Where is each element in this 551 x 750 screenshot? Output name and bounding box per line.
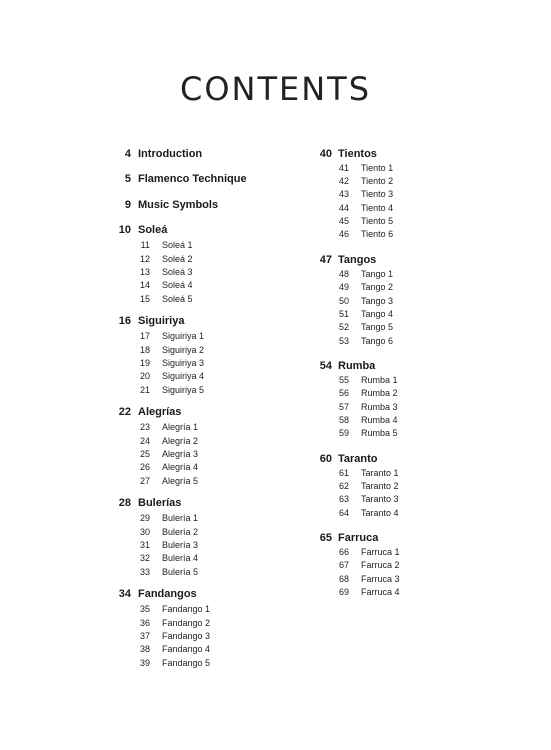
toc-section-page-number: 47: [319, 254, 332, 267]
toc-subentry-page-number: 69: [338, 587, 349, 598]
toc-subentry-title: Alegría 5: [162, 475, 199, 486]
toc-subentry-title: Bulería 1: [162, 513, 199, 524]
toc-section-page-number: 40: [319, 148, 332, 160]
toc-subentry-page-number: 13: [139, 266, 150, 277]
page-title: CONTENTS: [179, 70, 372, 108]
toc-subentry-page-number: 68: [338, 573, 349, 584]
toc-subentry-page-number: 27: [139, 475, 150, 486]
toc-subentry-page-number: 32: [139, 553, 150, 564]
toc-subentry-page-number: 39: [139, 657, 150, 668]
toc-subentry-title: Alegría 1: [162, 422, 199, 433]
toc-subentry-page-number: 25: [139, 449, 150, 459]
toc-subentry-title: Fandango 3: [162, 631, 211, 642]
toc-subentry-title: Alegría 4: [162, 462, 199, 473]
toc-subentry-title: Farruca 2: [361, 560, 400, 571]
toc-subentry-page-number: 21: [139, 384, 150, 395]
toc-section-title: Fandangos: [138, 588, 197, 601]
toc-subentry-page-number: 53: [338, 335, 349, 346]
toc-section-title: Bulerías: [138, 497, 182, 510]
toc-section-page-number: 16: [118, 314, 131, 327]
toc-subentry-title: Fandango 4: [162, 644, 211, 655]
toc-subentry-title: Bulería 3: [162, 540, 199, 551]
toc-section-page-number: 28: [118, 497, 131, 510]
toc-subentry-title: Tiento 4: [361, 202, 394, 213]
toc-subentry-title: Tango 5: [361, 322, 394, 333]
toc-section-title: Taranto: [338, 452, 378, 465]
toc-section-title: Introduction: [138, 148, 203, 160]
toc-subentry-title: Farruca 1: [361, 547, 400, 558]
toc-subentry-page-number: 51: [338, 308, 349, 319]
toc-subentry-title: Tango 4: [361, 308, 394, 319]
toc-subentry-page-number: 14: [139, 280, 150, 291]
toc-section-page-number: 22: [118, 406, 131, 418]
toc-subentry-page-number: 66: [338, 547, 349, 558]
toc-subentry-page-number: 23: [139, 422, 150, 433]
toc-subentry-page-number: 33: [139, 566, 150, 577]
toc-section-title: Farruca: [338, 532, 379, 545]
toc-subentry-page-number: 20: [139, 371, 150, 382]
toc-subentry-page-number: 49: [338, 282, 349, 293]
toc-subentry-title: Siguiriya 5: [162, 384, 205, 395]
toc-subentry-title: Taranto 1: [361, 467, 399, 478]
toc-subentry-title: Soleá 1: [162, 240, 193, 251]
toc-subentry-page-number: 26: [139, 462, 150, 473]
toc-section-page-number: 34: [118, 588, 131, 601]
toc-subentry-page-number: 15: [139, 293, 150, 304]
toc-subentry-page-number: 30: [139, 526, 150, 537]
toc-subentry-page-number: 45: [338, 216, 349, 227]
toc-subentry-title: Siguiriya 4: [162, 371, 205, 382]
toc-section-title: Tientos: [338, 148, 377, 160]
toc-subentry-title: Bulería 4: [162, 553, 199, 564]
toc-subentry-title: Alegría 3: [162, 449, 199, 459]
toc-subentry-page-number: 11: [140, 240, 150, 251]
toc-subentry-page-number: 37: [139, 631, 150, 642]
toc-subentry-page-number: 36: [139, 617, 150, 628]
toc-subentry-title: Rumba 1: [361, 374, 398, 385]
toc-subentry-title: Alegría 2: [162, 435, 199, 446]
toc-subentry-title: Farruca 4: [361, 587, 400, 598]
toc-section-title: Flamenco Technique: [138, 173, 247, 186]
toc-subentry-title: Fandango 2: [162, 617, 211, 628]
toc-subentry-page-number: 19: [139, 357, 150, 368]
toc-section-title: Rumba: [338, 360, 376, 373]
toc-section-page-number: 9: [124, 198, 131, 211]
toc-subentry-page-number: 57: [338, 401, 349, 412]
toc-subentry-title: Bulería 2: [162, 526, 199, 537]
toc-section-title: Siguiriya: [138, 314, 185, 327]
toc-subentry-page-number: 55: [338, 374, 349, 385]
toc-subentry-page-number: 35: [139, 604, 150, 615]
toc-subentry-title: Fandango 5: [162, 657, 211, 668]
toc-subentry-title: Bulería 5: [162, 566, 199, 577]
toc-subentry-title: Tiento 2: [361, 176, 394, 187]
toc-subentry-title: Soleá 5: [162, 293, 193, 304]
toc-subentry-page-number: 18: [139, 344, 150, 355]
toc-subentry-page-number: 31: [139, 540, 150, 551]
toc-section-title: Alegrías: [138, 406, 182, 418]
toc-subentry-title: Tiento 1: [361, 162, 394, 173]
toc-subentry-title: Rumba 5: [361, 428, 398, 439]
toc-subentry-title: Siguiriya 1: [162, 331, 205, 342]
toc-subentry-page-number: 56: [338, 388, 349, 399]
toc-subentry-title: Tango 6: [361, 335, 394, 346]
toc-subentry-title: Rumba 2: [361, 388, 398, 399]
toc-subentry-page-number: 62: [338, 481, 349, 491]
toc-section-title: Tangos: [338, 254, 377, 267]
toc-subentry-title: Soleá 3: [162, 266, 193, 277]
toc-subentry-page-number: 59: [338, 428, 349, 439]
toc-subentry-title: Taranto 2: [361, 481, 399, 491]
toc-subentry-title: Siguiriya 2: [162, 344, 205, 355]
toc-section-page-number: 10: [118, 223, 131, 236]
toc-section-page-number: 5: [124, 173, 131, 186]
toc-subentry-page-number: 52: [338, 322, 349, 333]
toc-subentry-page-number: 41: [338, 162, 349, 173]
toc-subentry-title: Siguiriya 3: [162, 357, 205, 368]
toc-section-page-number: 54: [319, 360, 332, 373]
toc-subentry-page-number: 48: [338, 268, 349, 279]
toc-subentry-page-number: 67: [338, 560, 349, 571]
toc-subentry-title: Rumba 4: [361, 414, 398, 425]
toc-subentry-title: Tango 1: [361, 268, 394, 279]
toc-subentry-title: Soleá 2: [162, 253, 193, 264]
toc-subentry-title: Taranto 4: [361, 507, 399, 518]
toc-subentry-title: Farruca 3: [361, 573, 400, 584]
toc-section-page-number: 4: [124, 148, 131, 160]
toc-subentry-page-number: 44: [338, 202, 349, 213]
toc-subentry-page-number: 63: [338, 494, 349, 505]
toc-subentry-title: Tango 3: [361, 295, 394, 306]
toc-subentry-page-number: 12: [139, 253, 150, 264]
toc-subentry-page-number: 17: [139, 331, 150, 342]
toc-subentry-page-number: 24: [139, 435, 150, 446]
toc-section-page-number: 60: [319, 452, 332, 465]
toc-subentry-title: Tiento 5: [361, 216, 394, 227]
toc-subentry-page-number: 38: [139, 644, 150, 655]
toc-subentry-title: Fandango 1: [162, 604, 211, 615]
toc-subentry-page-number: 50: [338, 295, 349, 306]
toc-subentry-title: Soleá 4: [162, 280, 193, 291]
toc-subentry-page-number: 46: [338, 229, 349, 240]
toc-section-title: Music Symbols: [138, 198, 219, 211]
toc-section-page-number: 65: [319, 532, 332, 545]
toc-subentry-page-number: 61: [338, 467, 349, 478]
toc-subentry-title: Tiento 3: [361, 189, 394, 200]
toc-section-title: Soleá: [138, 223, 168, 236]
toc-subentry-page-number: 64: [338, 507, 349, 518]
toc-subentry-page-number: 29: [139, 513, 150, 524]
toc-subentry-page-number: 42: [338, 176, 349, 187]
toc-subentry-title: Tango 2: [361, 282, 394, 293]
toc-subentry-title: Tiento 6: [361, 229, 394, 240]
toc-subentry-title: Rumba 3: [361, 401, 398, 412]
toc-subentry-page-number: 43: [338, 189, 349, 200]
toc-subentry-page-number: 58: [338, 414, 349, 425]
toc-subentry-title: Taranto 3: [361, 494, 399, 505]
